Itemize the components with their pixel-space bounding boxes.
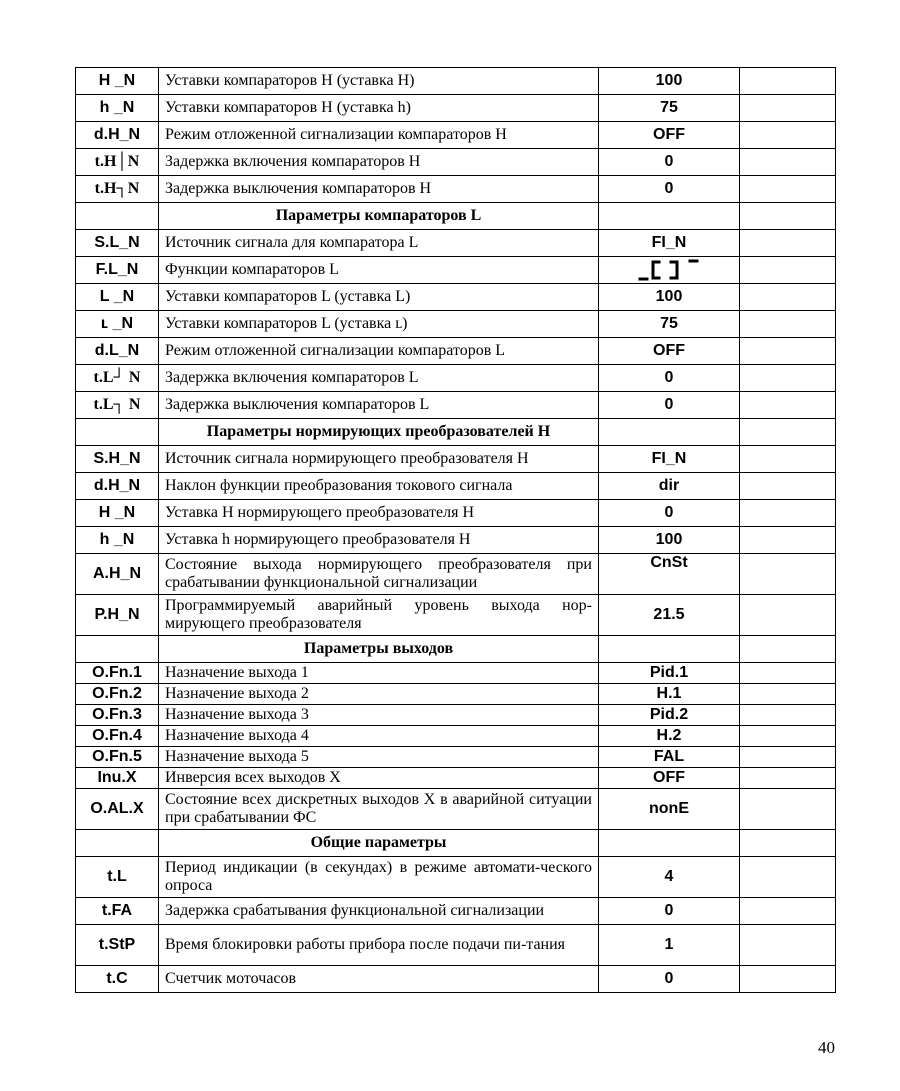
param-description: Наклон функции преобразования токового сигнала [159, 473, 599, 500]
table-row [76, 966, 836, 993]
section-title: Параметры выходов [159, 636, 599, 663]
empty-cell [740, 663, 836, 684]
empty-cell [740, 595, 836, 636]
param-code: H _N [76, 68, 159, 95]
section-header-row [76, 636, 836, 663]
param-description: Время блокировки работы прибора после подачи пи-тания [159, 925, 599, 966]
param-code: d.H_N [76, 122, 159, 149]
table-row [76, 230, 836, 257]
param-code: O.AL.X [76, 789, 159, 830]
section-header-row [76, 419, 836, 446]
table-row [76, 789, 836, 830]
param-description: Задержка включения компараторов Н [159, 149, 599, 176]
table-row [76, 68, 836, 95]
table-row [76, 122, 836, 149]
param-description: Период индикации (в секундах) в режиме автомати-ческого опроса [159, 857, 599, 898]
param-code: h _N [76, 95, 159, 122]
param-description: Назначение выхода 3 [159, 705, 599, 726]
param-value: 100 [599, 284, 740, 311]
empty-cell [740, 789, 836, 830]
empty-cell [740, 446, 836, 473]
param-value: 100 [599, 68, 740, 95]
comparator-function-glyph-icon [638, 258, 700, 282]
empty-cell [740, 311, 836, 338]
table-row [76, 149, 836, 176]
param-value: 75 [599, 95, 740, 122]
table-row [76, 726, 836, 747]
empty-cell [740, 176, 836, 203]
param-description: Уставки компараторов L (уставка ʟ) [159, 311, 599, 338]
empty-cell [740, 473, 836, 500]
param-value: 75 [599, 311, 740, 338]
param-value: Pid.2 [599, 705, 740, 726]
param-description: Назначение выхода 2 [159, 684, 599, 705]
param-value: 4 [599, 857, 740, 898]
param-code: d.H_N [76, 473, 159, 500]
table-row [76, 925, 836, 966]
param-code: O.Fn.4 [76, 726, 159, 747]
empty-cell [740, 925, 836, 966]
param-code: t.H│N [76, 149, 159, 176]
param-code: d.L_N [76, 338, 159, 365]
param-value: H.1 [599, 684, 740, 705]
empty-cell [740, 857, 836, 898]
param-value: OFF [599, 338, 740, 365]
param-code: t.H┐N [76, 176, 159, 203]
param-code: P.H_N [76, 595, 159, 636]
param-value: FI_N [599, 446, 740, 473]
param-value: nonE [599, 789, 740, 830]
param-description: Источник сигнала для компаратора L [159, 230, 599, 257]
table-row [76, 392, 836, 419]
param-value: 100 [599, 527, 740, 554]
param-code: t.L┘ N [76, 365, 159, 392]
param-value: 21.5 [599, 595, 740, 636]
empty-cell [76, 830, 159, 857]
empty-cell [740, 705, 836, 726]
table-row [76, 768, 836, 789]
param-value: OFF [599, 122, 740, 149]
empty-cell [76, 419, 159, 446]
param-description: Задержка включения компараторов L [159, 365, 599, 392]
param-description: Инверсия всех выходов X [159, 768, 599, 789]
param-code: t.StP [76, 925, 159, 966]
param-description: Уставки компараторов H (уставка H) [159, 68, 599, 95]
empty-cell [740, 149, 836, 176]
table-row [76, 284, 836, 311]
param-code: A.H_N [76, 554, 159, 595]
page-number: 40 [818, 1038, 835, 1057]
table-row [76, 446, 836, 473]
param-value: Pid.1 [599, 663, 740, 684]
param-value: FI_N [599, 230, 740, 257]
param-description: Задержка срабатывания функциональной сигнализации [159, 898, 599, 925]
empty-cell [740, 554, 836, 595]
empty-cell [740, 392, 836, 419]
param-code: F.L_N [76, 257, 159, 284]
param-description: Источник сигнала нормирующего преобразователя Н [159, 446, 599, 473]
empty-cell [740, 122, 836, 149]
param-value: 0 [599, 898, 740, 925]
param-code: O.Fn.5 [76, 747, 159, 768]
empty-cell [740, 898, 836, 925]
table-row [76, 857, 836, 898]
param-code: t.L [76, 857, 159, 898]
param-description: Состояние всех дискретных выходов X в аварийной ситуации при срабатывании ФС [159, 789, 599, 830]
param-value: 1 [599, 925, 740, 966]
empty-cell [76, 636, 159, 663]
empty-cell [740, 230, 836, 257]
empty-cell [599, 636, 740, 663]
param-description: Задержка выключения компараторов Н [159, 176, 599, 203]
table-row [76, 898, 836, 925]
param-code: h _N [76, 527, 159, 554]
param-value: dir [599, 473, 740, 500]
section-title: Параметры компараторов L [159, 203, 599, 230]
empty-cell [740, 966, 836, 993]
empty-cell [599, 830, 740, 857]
empty-cell [740, 636, 836, 663]
section-title: Параметры нормирующих преобразователей Н [159, 419, 599, 446]
param-description: Счетчик моточасов [159, 966, 599, 993]
param-value: H.2 [599, 726, 740, 747]
param-code: S.H_N [76, 446, 159, 473]
parameters-table [75, 67, 836, 993]
empty-cell [740, 830, 836, 857]
empty-cell [740, 768, 836, 789]
param-description: Программируемый аварийный уровень выхода нор-мирующего преобразователя [159, 595, 599, 636]
table-row [76, 311, 836, 338]
param-value-glyph-cell [599, 257, 740, 284]
table-row [76, 95, 836, 122]
section-title: Общие параметры [159, 830, 599, 857]
param-value: OFF [599, 768, 740, 789]
param-description: Задержка выключения компараторов L [159, 392, 599, 419]
empty-cell [740, 500, 836, 527]
param-code: H _N [76, 500, 159, 527]
param-description: Режим отложенной сигнализации компараторов L [159, 338, 599, 365]
param-value: 0 [599, 966, 740, 993]
empty-cell [740, 95, 836, 122]
empty-cell [740, 68, 836, 95]
param-description: Уставка H нормирующего преобразователя Н [159, 500, 599, 527]
param-description: Уставка h нормирующего преобразователя Н [159, 527, 599, 554]
empty-cell [740, 726, 836, 747]
section-header-row [76, 830, 836, 857]
param-value: CnSt [599, 554, 740, 595]
param-code: S.L_N [76, 230, 159, 257]
param-code: O.Fn.2 [76, 684, 159, 705]
param-value: 0 [599, 365, 740, 392]
table-row [76, 338, 836, 365]
empty-cell [599, 419, 740, 446]
table-row [76, 500, 836, 527]
empty-cell [740, 419, 836, 446]
param-value: 0 [599, 149, 740, 176]
table-row [76, 527, 836, 554]
empty-cell [740, 284, 836, 311]
table-row [76, 365, 836, 392]
empty-cell [76, 203, 159, 230]
param-code: ʟ _N [76, 311, 159, 338]
table-row [76, 473, 836, 500]
param-value: FAL [599, 747, 740, 768]
empty-cell [740, 203, 836, 230]
table-row [76, 663, 836, 684]
empty-cell [740, 527, 836, 554]
param-description: Назначение выхода 5 [159, 747, 599, 768]
table-row [76, 684, 836, 705]
param-code: O.Fn.3 [76, 705, 159, 726]
empty-cell [740, 338, 836, 365]
table-row [76, 554, 836, 595]
param-description: Назначение выхода 4 [159, 726, 599, 747]
table-row [76, 257, 836, 284]
table-row [76, 705, 836, 726]
param-description: Состояние выхода нормирующего преобразователя при срабатывании функциональной сигнализации [159, 554, 599, 595]
param-value: 0 [599, 176, 740, 203]
param-code: Inu.X [76, 768, 159, 789]
param-description: Функции компараторов L [159, 257, 599, 284]
param-value: 0 [599, 500, 740, 527]
param-code: t.FA [76, 898, 159, 925]
param-code: t.L┐ N [76, 392, 159, 419]
param-value: 0 [599, 392, 740, 419]
param-description: Уставки компараторов L (уставка L) [159, 284, 599, 311]
param-code: O.Fn.1 [76, 663, 159, 684]
param-description: Уставки компараторов H (уставка h) [159, 95, 599, 122]
empty-cell [740, 684, 836, 705]
table-row [76, 176, 836, 203]
empty-cell [740, 747, 836, 768]
param-description: Назначение выхода 1 [159, 663, 599, 684]
param-code: L _N [76, 284, 159, 311]
empty-cell [740, 257, 836, 284]
section-header-row [76, 203, 836, 230]
empty-cell [740, 365, 836, 392]
param-code: t.C [76, 966, 159, 993]
table-row [76, 595, 836, 636]
empty-cell [599, 203, 740, 230]
table-row [76, 747, 836, 768]
param-description: Режим отложенной сигнализации компараторов Н [159, 122, 599, 149]
